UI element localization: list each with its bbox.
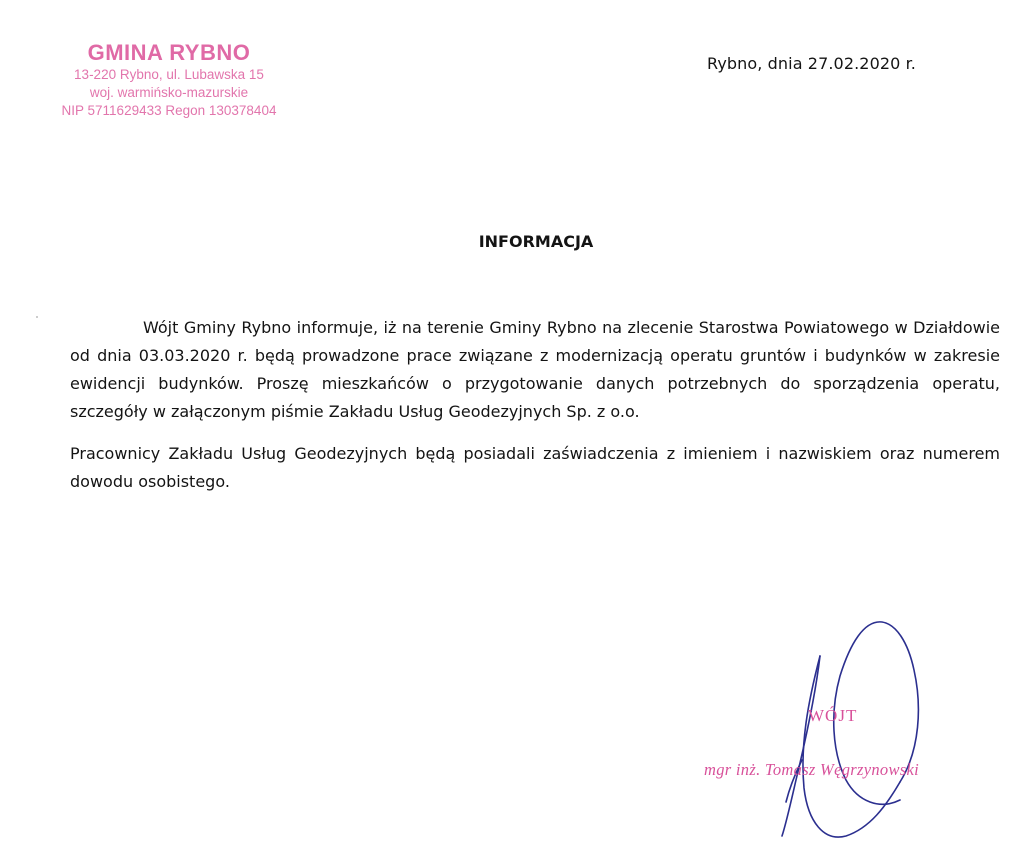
handwritten-signature	[690, 610, 1020, 850]
stamp-name: GMINA RYBNO	[87, 40, 251, 65]
stamp-region: woj. warmińsko-mazurskie	[89, 85, 249, 100]
stamp-ids: NIP 5711629433 Regon 130378404	[61, 103, 277, 118]
municipality-stamp	[40, 40, 298, 120]
signatory-office: WÓJT	[808, 706, 858, 725]
signatory-name: mgr inż. Tomasz Węgrzynowski	[704, 760, 919, 779]
scan-speck	[36, 316, 38, 318]
document-title: INFORMACJA	[478, 232, 594, 251]
stamp-address: 13-220 Rybno, ul. Lubawska 15	[74, 67, 264, 82]
signature-block	[690, 610, 1020, 850]
body-paragraph-1: Wójt Gminy Rybno informuje, iż na terenie Gminy Rybno na zlecenie Starostwa Powiatowego w Działdowie od dnia 03.03.2020 r. będą prowadzone prace związane z modernizacją operatu gruntów i budynków w zakresie ewidencji budynków. Proszę mieszkańców o przygotowanie danych potrzebnych do sporządzenia operatu, szczegóły w załączonym piśmie Zakładu Usług Geodezyjnych Sp. z o.o.	[70, 318, 1000, 421]
document-body	[70, 314, 1000, 510]
document-date: Rybno, dnia 27.02.2020 r.	[707, 54, 916, 73]
body-paragraph-2: Pracownicy Zakładu Usług Geodezyjnych będą posiadali zaświadczenia z imieniem i nazwiskiem oraz numerem dowodu osobistego.	[70, 444, 1000, 491]
